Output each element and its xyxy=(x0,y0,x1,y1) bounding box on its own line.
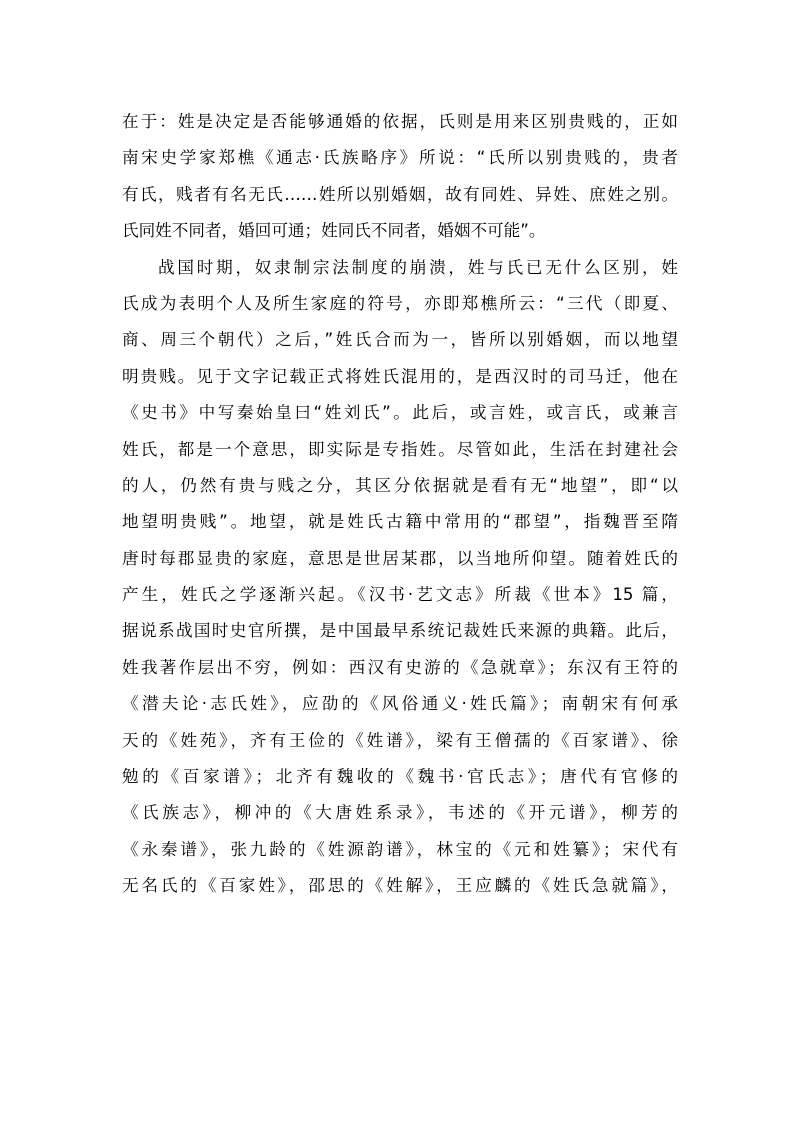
text-line: 的人，仍然有贵与贱之分，其区分依据就是看有无“地望”，即“以 xyxy=(122,475,678,495)
text-line: 唐时每郡显贵的家庭，意思是世居某郡，以当地所仰望。随着姓氏的 xyxy=(122,548,678,568)
text-line: 天的《姓苑》，齐有王俭的《姓谱》，梁有王僧孺的《百家谱》、徐 xyxy=(122,730,678,750)
text-line: 明贵贱。见于文字记载正式将姓氏混用的，是西汉时的司马迁，他在 xyxy=(122,366,678,386)
text-line: 《永秦谱》，张九龄的《姓源韵谱》，林宝的《元和姓纂》；宋代有 xyxy=(122,839,678,859)
text-line: 勉的《百家谱》；北齐有魏收的《魏书·官氏志》；唐代有官修的 xyxy=(122,767,678,787)
text-line: 氏成为表明个人及所生家庭的符号，亦即郑樵所云：“三代（即夏、 xyxy=(122,293,678,313)
text-line: 产生，姓氏之学逐渐兴起。《汉书·艺文志》所裁《世本》15 篇， xyxy=(122,585,678,605)
text-line: 南宋史学家郑樵《通志·氏族略序》所说：“氏所以别贵贱的，贵者 xyxy=(122,148,678,168)
text-line: 姓氏，都是一个意思，即实际是专指姓。尽管如此，生活在封建社会 xyxy=(122,439,678,459)
text-line: 地望明贵贱”。地望，就是姓氏古籍中常用的“郡望”，指魏晋至隋 xyxy=(122,512,678,532)
text-line: 据说系战国时史官所撰，是中国最早系统记裁姓氏来源的典籍。此后， xyxy=(122,621,678,641)
text-line: 《史书》中写秦始皇曰“姓刘氏”。此后，或言姓，或言氏，或兼言 xyxy=(122,403,678,423)
text-line: 有氏，贱者有名无氏……姓所以别婚姻，故有同姓、异姓、庶姓之别。 xyxy=(122,184,678,204)
text-line: 无名氏的《百家姓》，邵思的《姓解》，王应麟的《姓氏急就篇》， xyxy=(122,876,678,896)
text-line: 商、周三个朝代）之后，”姓氏合而为一，皆所以别婚姻，而以地望 xyxy=(122,330,678,350)
document-body xyxy=(122,104,678,905)
text-line: 战国时期，奴隶制宗法制度的崩溃，姓与氏已无什么区别，姓 xyxy=(158,257,678,277)
text-line: 姓我著作层出不穷，例如：西汉有史游的《急就章》；东汉有王符的 xyxy=(122,657,678,677)
text-line: 《氏族志》，柳冲的《大唐姓系录》，韦述的《开元谱》，柳芳的 xyxy=(122,803,678,823)
text-line: 《潜夫论·志氏姓》，应劭的《风俗通义·姓氏篇》；南朝宋有何承 xyxy=(122,694,678,714)
text-line: 氏同姓不同者，婚回可通；姓同氏不同者，婚姻不可能”。 xyxy=(122,221,546,241)
text-line: 在于：姓是决定是否能够通婚的依据，氏则是用来区别贵贱的，正如 xyxy=(122,112,678,131)
